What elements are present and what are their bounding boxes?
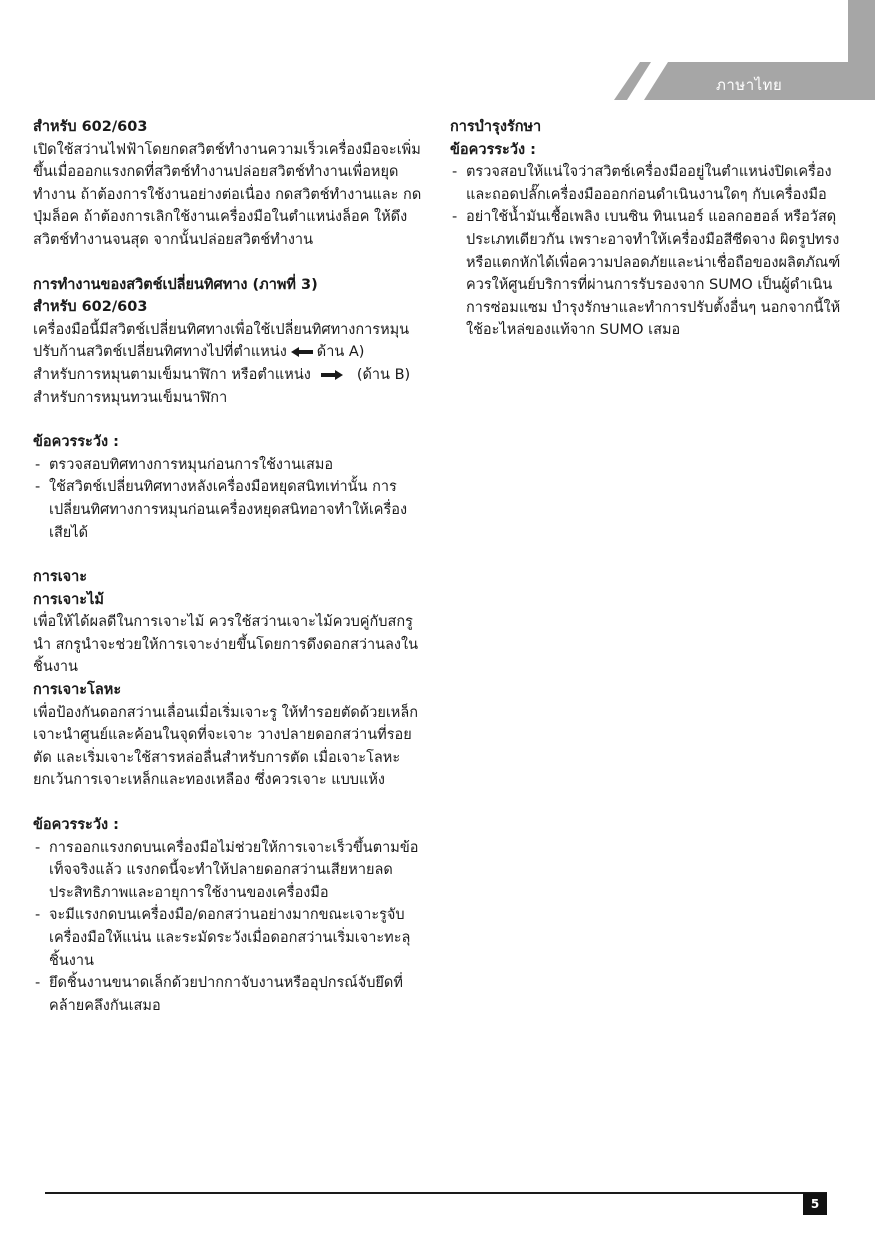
caution-title: ข้อควรระวัง :	[450, 141, 536, 158]
list-item: - ใช้สวิตช์เปลี่ยนทิศทางหลังเครื่องมือหยุดสนิทเท่านั้น การเปลี่ยนทิศทางการหมุนก่อนเครื่องหยุดสนิทอาจทำให้เครื่องเสียได้	[33, 476, 425, 544]
right-column	[450, 116, 842, 342]
caution-list	[450, 161, 842, 342]
page-number: 5	[803, 1193, 827, 1215]
section-subtitle: การเจาะโลหะ	[33, 682, 122, 699]
paragraph: เปิดใช้สว่านไฟฟ้าโดยกดสวิตช์ทำงานความเร็วเครื่องมือจะเพิ่มขึ้นเมื่อออกแรงกดที่สวิตช์ทำงานปล่อยสวิตช์ทำงานเพื่อหยุดทำงาน ถ้าต้องการใช้งานอย่างต่อเนื่อง กดสวิตช์ทำงานและ กดปุ่มล็อค ถ้าต้องการเลิกใช้งานเครื่องมือในตำแหน่งล็อค ให้ดึงสวิตช์ทำงานจนสุด จากนั้นปล่อยสวิตช์ทำงาน	[33, 141, 422, 248]
left-column	[33, 116, 425, 1017]
paragraph: เพื่อให้ได้ผลดีในการเจาะไม้ ควรใช้สว่านเจาะไม้ควบคู่กับสกรูนำ สกรูนำจะช่วยให้การเจาะง่ายขึ้นโดยการดึงดอกสว่านลงในชิ้นงาน	[33, 614, 418, 676]
direction-label-b: (ด้าน B)	[356, 366, 411, 383]
direction-text: เครื่องมือนี้มีสวิตช์เปลี่ยนทิศทางเพื่อใช้เปลี่ยนทิศทางการหมุน ปรับก้านสวิตช์เปลี่ยนทิศทางไปที่ตำแหน่ง	[33, 321, 410, 361]
direction-label-a: ด้าน A)	[316, 344, 365, 361]
list-item: - จะมีแรงกดบนเครื่องมือ/ดอกสว่านอย่างมากขณะเจาะรูจับเครื่องมือให้แน่น และระมัดระวังเมื่อดอกสว่านเริ่มเจาะทะลุชิ้นงาน	[33, 904, 425, 972]
arrow-left-icon	[291, 347, 313, 357]
section-title: สำหรับ 602/603	[33, 119, 148, 135]
section-subtitle: สำหรับ 602/603	[33, 299, 148, 316]
list-item: - ยึดชิ้นงานขนาดเล็กด้วยปากกาจับงานหรืออุปกรณ์จับยึดที่คล้ายคลึงกันเสมอ	[33, 972, 425, 1017]
section-title: การเจาะ	[33, 569, 88, 586]
direction-text: สำหรับการหมุนตามเข็มนาฬิกา หรือตำแหน่ง	[33, 366, 311, 383]
list-item: - อย่าใช้น้ำมันเชื้อเพลิง เบนซิน ทินเนอร์ แอลกอฮอล์ หรือวัสดุประเภทเดียวกัน เพราะอาจทำให้เครื่องมือสีซีดจาง ผิดรูปทรง หรือแตกหักได้เพื่อความปลอดภัยและน่าเชื่อถือของผลิตภัณฑ์ ควรให้ศูนย์บริการที่ผ่านการรับรองจาก SUMO เป็นผู้ดำเนินการซ่อมแซม บำรุงรักษาและทำการปรับตั้งอื่นๆ นอกจากนี้ให้ใช้อะไหล่ของแท้จาก SUMO เสมอ	[450, 206, 842, 342]
direction-paragraph	[33, 319, 425, 409]
section-title: การทำงานของสวิตช์เปลี่ยนทิศทาง (ภาพที่ 3)	[33, 276, 318, 293]
caution-list	[33, 837, 425, 1018]
list-item: - ตรวจสอบให้แน่ใจว่าสวิตช์เครื่องมืออยู่ในตำแหน่งปิดเครื่องและถอดปลั๊กเครื่องมือออกก่อนดำเนินงานใดๆ กับเครื่องมือ	[450, 161, 842, 206]
footer-rule	[45, 1192, 827, 1194]
caution-title: ข้อควรระวัง :	[33, 434, 119, 451]
caution-title: ข้อควรระวัง :	[33, 817, 119, 834]
section-subtitle: การเจาะไม้	[33, 591, 104, 608]
arrow-right-icon	[321, 370, 343, 380]
list-item: - การออกแรงกดบนเครื่องมือไม่ช่วยให้การเจาะเร็วขึ้นตามข้อเท็จจริงแล้ว แรงกดนี้จะทำให้ปลายดอกสว่านเสียหายลดประสิทธิภาพและอายุการใช้งานของเครื่องมือ	[33, 837, 425, 905]
paragraph: เพื่อป้องกันดอกสว่านเลื่อนเมื่อเริ่มเจาะรู ให้ทำรอยตัดด้วยเหล็กเจาะนำศูนย์และค้อนในจุดที่จะเจาะ วางปลายดอกสว่านที่รอยตัด และเริ่มเจาะใช้สารหล่อลื่นสำหรับการตัด เมื่อเจาะโลหะ ยกเว้นการเจาะเหล็กและทองเหลือง ซึ่งควรเจาะ แบบแห้ง	[33, 704, 419, 789]
list-item: - ตรวจสอบทิศทางการหมุนก่อนการใช้งานเสมอ	[33, 454, 425, 477]
section-title: การบำรุงรักษา	[450, 119, 542, 135]
caution-list	[33, 454, 425, 544]
language-label: ภาษาไทย	[716, 76, 783, 94]
direction-text: สำหรับการหมุนทวนเข็มนาฬิกา	[33, 389, 228, 406]
